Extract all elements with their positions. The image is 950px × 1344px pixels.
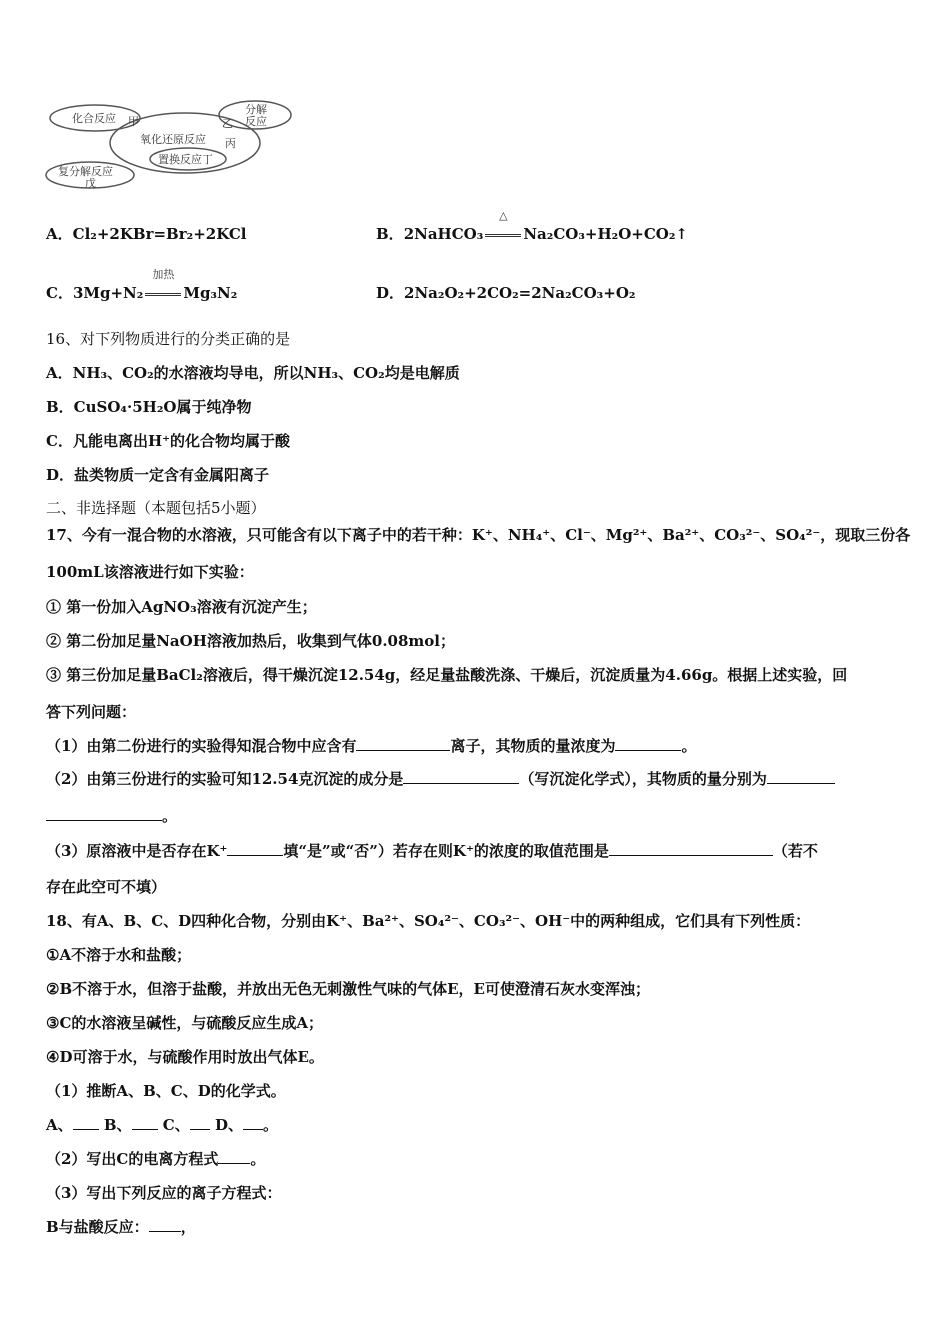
answer-blank[interactable] xyxy=(767,769,835,784)
q18-part-2: （2）写出C的电离方程式 。 xyxy=(46,1150,266,1168)
q16-option-d: D．盐类物质一定含有金属阳离子 xyxy=(46,466,270,484)
condition-delta: △ xyxy=(499,209,508,222)
reaction-classification-diagram xyxy=(40,95,300,195)
answer-blank[interactable] xyxy=(227,841,283,856)
answer-blank[interactable] xyxy=(356,736,450,751)
option-15-b xyxy=(376,209,688,244)
reaction-condition xyxy=(483,209,523,244)
option-15-c xyxy=(46,268,238,303)
q17-exp-3a: ③ 第三份加足量BaCl₂溶液后，得干燥沉淀12.54g，经足量盐酸洗涤、干燥后，沉淀质量为4.66g。根据上述实验，回 xyxy=(46,666,848,684)
answer-blank[interactable] xyxy=(190,1115,210,1130)
option-label: C． xyxy=(46,284,73,302)
option-label: D． xyxy=(376,284,405,302)
q16-option-a: A．NH₃、CO₂的水溶液均导电，所以NH₃、CO₂均是电解质 xyxy=(46,364,460,382)
q17-part-3: （3）原溶液中是否存在K⁺ 填“是”或“否”）若存在则K⁺的浓度的取值范围是 （若不 xyxy=(46,842,818,860)
q16-option-b: B．CuSO₄·5H₂O属于纯净物 xyxy=(46,398,252,416)
option-15-d xyxy=(376,283,635,303)
equation-left: 3Mg+N₂ xyxy=(72,284,144,302)
option-text: 2Na₂O₂+2CO₂=2Na₂CO₃+O₂ xyxy=(404,284,636,302)
section-heading: 二、非选择题（本题包括5小题） xyxy=(46,499,266,517)
option-15-a xyxy=(46,224,246,244)
q17-part-1: （1）由第二份进行的实验得知混合物中应含有 离子，其物质的量浓度为 。 xyxy=(46,737,697,755)
label-decomposition-2: 反应 xyxy=(245,115,267,128)
q17-exp-3b: 答下列问题： xyxy=(46,703,137,721)
q18-part-1: （1）推断A、B、C、D的化学式。 xyxy=(46,1082,286,1100)
q17-part-2-cont: 。 xyxy=(46,806,177,826)
answer-blank[interactable] xyxy=(243,1115,263,1130)
reaction-condition xyxy=(143,268,183,303)
option-label: A． xyxy=(46,225,73,243)
label-redox: 氧化还原反应 xyxy=(140,133,206,146)
answer-blank[interactable] xyxy=(218,1149,250,1164)
label-wu: 戊 xyxy=(85,177,96,190)
label-double-decomposition: 复分解反应 xyxy=(58,165,113,178)
q18-fact-2: ②B不溶于水，但溶于盐酸，并放出无色无刺激性气味的气体E，E可使澄清石灰水变浑浊； xyxy=(46,980,650,998)
answer-blank[interactable] xyxy=(149,1217,181,1232)
label-bing: 丙 xyxy=(225,137,236,150)
q18-answer-line: A、 B、 C、 D、 。 xyxy=(46,1116,279,1134)
answer-blank[interactable] xyxy=(609,841,773,856)
q18-fact-1: ①A不溶于水和盐酸； xyxy=(46,946,192,964)
q18-stem: 18、有A、B、C、D四种化合物，分别由K⁺、Ba²⁺、SO₄²⁻、CO₃²⁻、OH⁻中的两种组成，它们具有下列性质： xyxy=(46,912,811,930)
q17-stem-2: 100mL该溶液进行如下实验： xyxy=(46,563,254,581)
label-decomposition-1: 分解 xyxy=(245,103,267,116)
equation-right: Mg₃N₂ xyxy=(183,284,238,302)
equation-left: 2NaHCO₃ xyxy=(403,225,484,243)
q18-fact-4: ④D可溶于水，与硫酸作用时放出气体E。 xyxy=(46,1048,324,1066)
q18-fact-3: ③C的水溶液呈碱性，与硫酸反应生成A； xyxy=(46,1014,324,1032)
q18-part-3-1: B与盐酸反应： ， xyxy=(46,1218,196,1236)
option-text: Cl₂+2KBr=Br₂+2KCl xyxy=(72,225,247,243)
q17-part-2: （2）由第三份进行的实验可知12.54克沉淀的成分是 （写沉淀化学式），其物质的量分别为 xyxy=(46,769,835,789)
answer-blank[interactable] xyxy=(46,806,162,821)
label-displacement: 置换反应丁 xyxy=(158,153,213,166)
q18-part-3: （3）写出下列反应的离子方程式： xyxy=(46,1184,282,1202)
q17-stem-1: 17、今有一混合物的水溶液，只可能含有以下离子中的若干种：K⁺、NH₄⁺、Cl⁻、Mg²⁺、Ba²⁺、CO₃²⁻、SO₄²⁻，现取三份各 xyxy=(46,526,911,544)
condition-heat: 加热 xyxy=(152,268,175,281)
answer-blank[interactable] xyxy=(132,1115,158,1130)
answer-blank[interactable] xyxy=(73,1115,99,1130)
equation-right: Na₂CO₃+H₂O+CO₂↑ xyxy=(523,225,688,243)
q17-part-3-cont: 存在此空可不填） xyxy=(46,878,167,896)
q17-exp-1: ① 第一份加入AgNO₃溶液有沉淀产生； xyxy=(46,598,317,616)
label-yi: 乙 xyxy=(222,117,233,130)
option-label: B． xyxy=(376,225,404,243)
q17-exp-2: ② 第二份加足量NaOH溶液加热后，收集到气体0.08mol； xyxy=(46,632,456,650)
label-combination: 化合反应 xyxy=(72,112,116,125)
answer-blank[interactable] xyxy=(403,769,519,784)
label-jia: 甲 xyxy=(128,115,139,128)
q16-option-c: C．凡能电离出H⁺的化合物均属于酸 xyxy=(46,432,291,450)
answer-blank[interactable] xyxy=(615,736,681,751)
q16-stem: 16、对下列物质进行的分类正确的是 xyxy=(46,330,291,348)
